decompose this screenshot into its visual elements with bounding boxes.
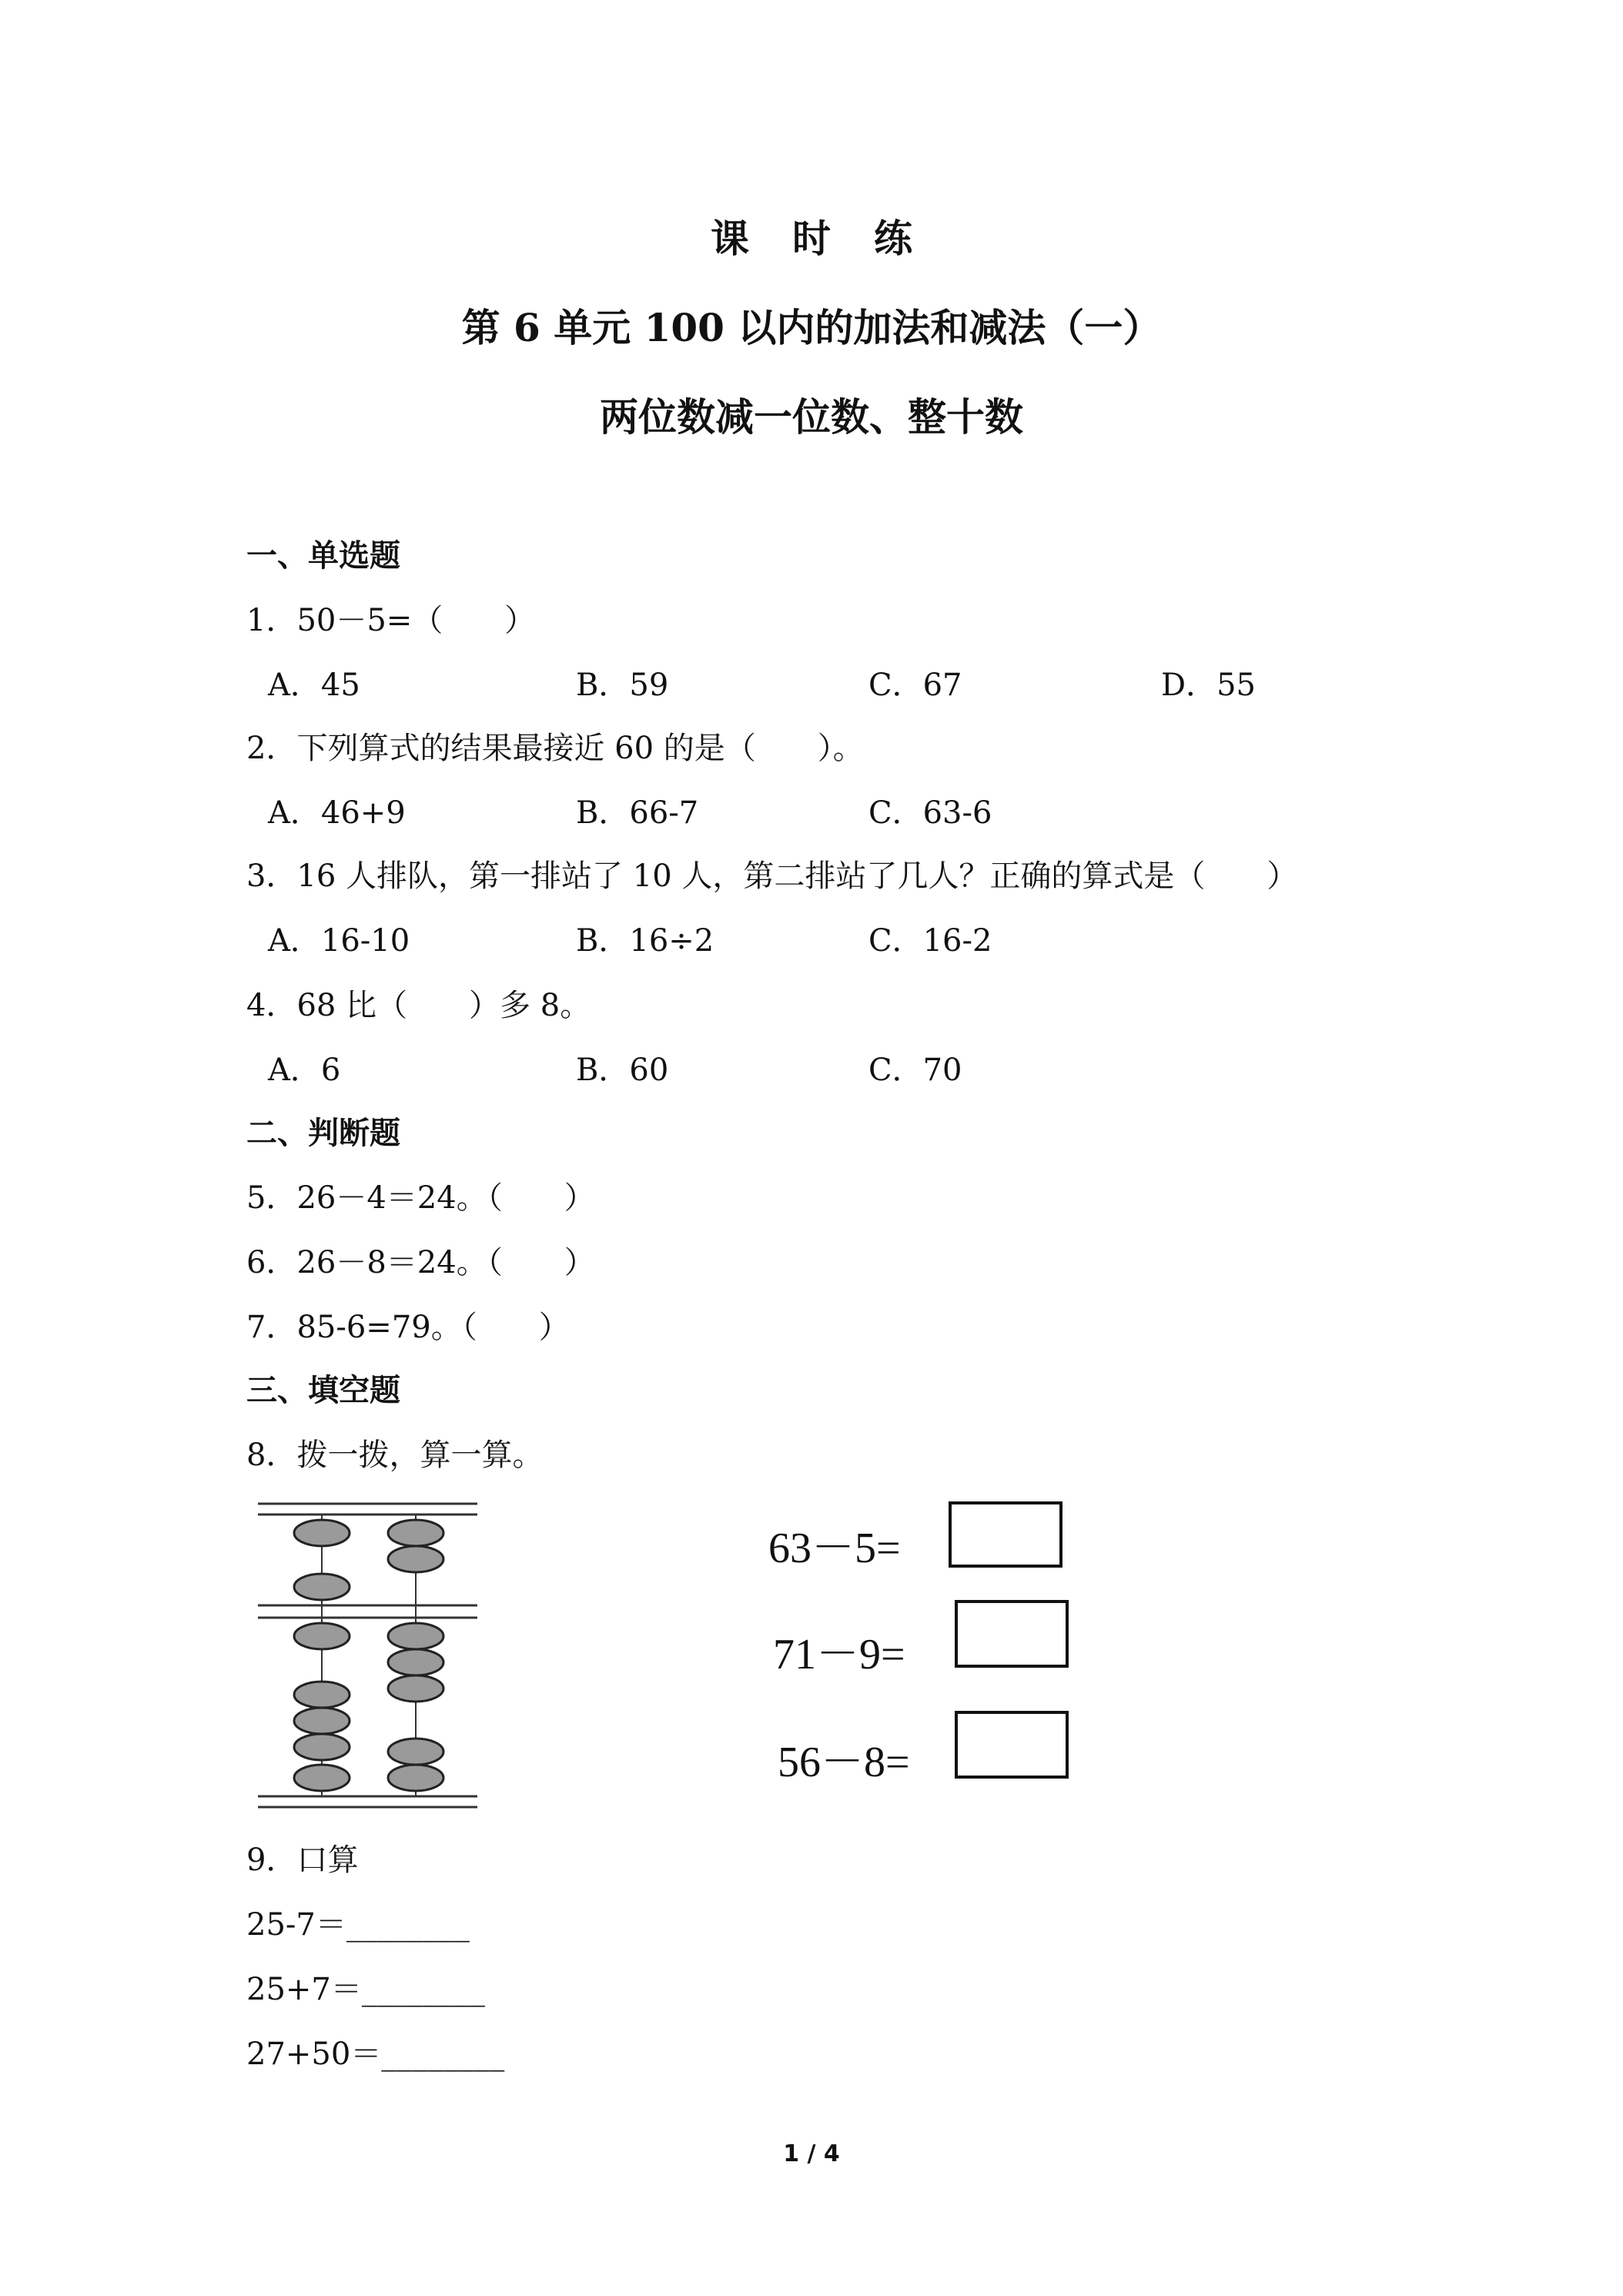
q1-option-d[interactable]: D．55 [1161, 668, 1256, 703]
q3-option-c[interactable]: C．16-2 [868, 923, 992, 959]
page-number: 1 / 4 [783, 2140, 840, 2167]
section-fill-blank: 三、填空题 [246, 1372, 400, 1408]
question-6: 6．26－8＝24。（ ） [246, 1245, 595, 1280]
question-2: 2．下列算式的结果最接近 60 的是（ ）。 [246, 731, 864, 766]
question-4: 4．68 比（ ）多 8。 [246, 988, 591, 1023]
question-7: 7．85-6=79。（ ） [246, 1310, 570, 1345]
q1-option-c[interactable]: C．67 [868, 668, 962, 703]
oral-calc-3[interactable]: 27+50＝________ [246, 2037, 505, 2072]
q1-option-a[interactable]: A．45 [268, 668, 360, 703]
answer-box-2[interactable] [955, 1600, 1069, 1668]
answer-box-1[interactable] [949, 1501, 1062, 1568]
worksheet-title: 课时练 [711, 216, 955, 261]
question-9: 9．口算 [246, 1842, 359, 1878]
equation-56-8: 56－8= [778, 1739, 910, 1786]
equation-71-9: 71－9= [773, 1631, 905, 1678]
equation-63-5: 63－5= [768, 1525, 901, 1572]
q2-option-a[interactable]: A．46+9 [268, 795, 406, 831]
q2-option-c[interactable]: C．63-6 [868, 795, 992, 831]
abacus-image [254, 1498, 485, 1821]
q1-option-b[interactable]: B．59 [576, 668, 669, 703]
question-1: 1．50－5=（ ） [246, 603, 536, 638]
question-5: 5．26－4＝24。（ ） [246, 1180, 595, 1216]
q4-option-c[interactable]: C．70 [868, 1053, 962, 1088]
q3-option-a[interactable]: A．16-10 [268, 923, 410, 959]
section-single-choice: 一、单选题 [246, 537, 400, 574]
oral-calc-1[interactable]: 25-7＝________ [246, 1907, 470, 1943]
q4-option-a[interactable]: A．6 [268, 1053, 341, 1088]
q4-option-b[interactable]: B．60 [576, 1053, 669, 1088]
oral-calc-2[interactable]: 25+7＝________ [246, 1972, 485, 2007]
unit-title: 第 6 单元 100 以内的加法和减法（一） [461, 305, 1162, 350]
question-8: 8．拨一拨，算一算。 [246, 1438, 544, 1473]
q3-option-b[interactable]: B．16÷2 [576, 923, 714, 959]
answer-box-3[interactable] [955, 1711, 1069, 1779]
section-true-false: 二、判断题 [246, 1115, 400, 1151]
lesson-title: 两位数减一位数、整十数 [600, 394, 1023, 440]
question-3: 3．16 人排队，第一排站了 10 人，第二排站了几人？正确的算式是（ ） [246, 858, 1298, 894]
q2-option-b[interactable]: B．66-7 [576, 795, 699, 831]
